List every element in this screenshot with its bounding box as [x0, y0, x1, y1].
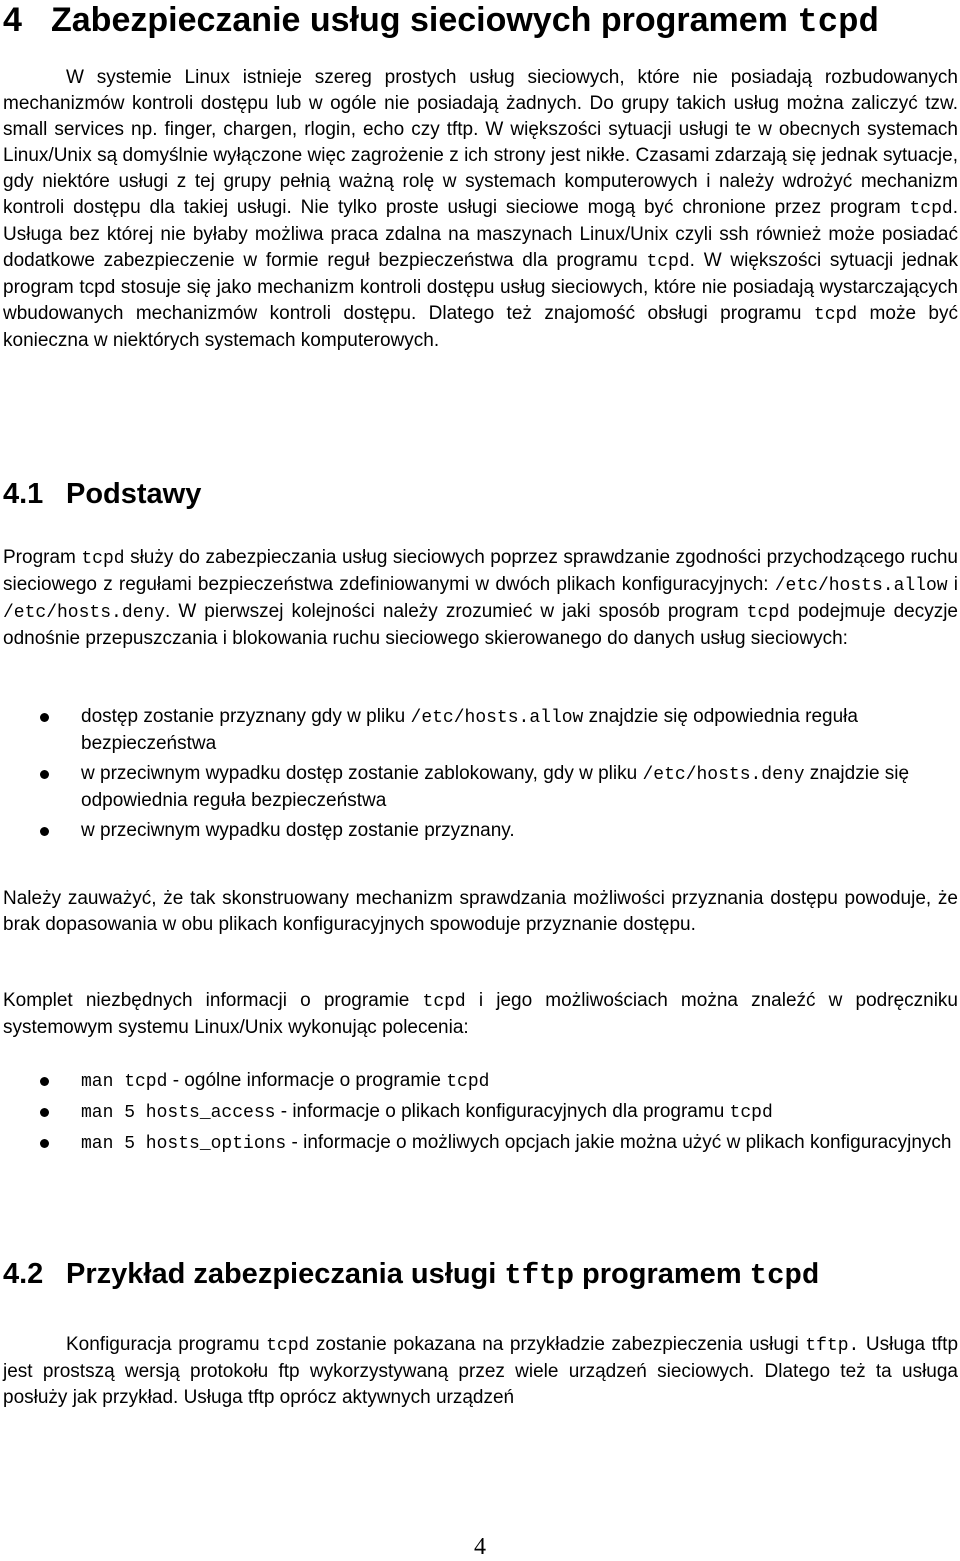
code-run: man 5 hosts_options — [81, 1134, 287, 1154]
code-run: tcpd — [266, 1336, 310, 1356]
code-run: tftp. — [805, 1336, 860, 1356]
section-4-2-paragraph — [3, 1332, 958, 1411]
text-run: Usługa tftp jest prostszą wersją protokołu ftp wykorzystywaną przez wiele urządzeń sieciowych. Dlatego też ta usługa posłuży jak przykład. Usługa tftp oprócz aktywnych urządzeń — [3, 1334, 959, 1408]
code-run: /etc/hosts.allow — [774, 576, 948, 596]
text-run: w przeciwnym wypadku dostęp zostanie przyznany. — [81, 820, 515, 841]
section-4-1-paragraph-2: Należy zauważyć, że tak skonstruowany mechanizm sprawdzania możliwości przyznania dostępu powoduje, że brak dopasowania w obu plikach konfiguracyjnych spowoduje przyznanie dostępu. — [3, 888, 958, 935]
section-4-1-title: Podstawy — [66, 478, 202, 510]
section-4-2-heading — [3, 1256, 819, 1294]
code-run: tcpd — [746, 603, 790, 623]
list-item — [3, 818, 958, 844]
text-run: - ogólne informacje o programie — [167, 1070, 447, 1091]
section-4-title-code: tcpd — [797, 4, 879, 42]
list-item — [3, 1130, 958, 1157]
section-4-title: Zabezpieczanie usług sieciowych programem — [51, 1, 798, 39]
code-run: /etc/hosts.deny — [3, 603, 166, 623]
text-run: dostęp zostanie przyznany gdy w pliku — [81, 706, 411, 727]
section-4-2-title: Przykład zabezpieczania usługi — [66, 1258, 505, 1290]
text-run: . W pierwszej kolejności należy zrozumieć w jaki sposób program — [165, 601, 747, 622]
section-4-number: 4 — [3, 1, 22, 39]
code-run: tcpd — [422, 992, 466, 1012]
section-4-2-number: 4.2 — [3, 1258, 44, 1290]
text-run: zostanie pokazana na przykładzie zabezpieczenia usługi — [309, 1334, 806, 1355]
text-run: i — [947, 574, 958, 595]
code-run: tcpd — [909, 199, 953, 219]
code-run: tcpd — [813, 305, 858, 325]
text-run: w przeciwnym wypadku dostęp zostanie zablokowany, gdy w pliku — [81, 763, 643, 784]
section-4-1-paragraph-1 — [3, 545, 958, 652]
code-run: tcpd — [646, 252, 690, 272]
code-run: man tcpd — [81, 1072, 168, 1092]
section-4-1-number: 4.1 — [3, 478, 44, 510]
text-run: . Usługa bez której nie byłaby możliwa praca zdalna na maszynach Linux/Unix czyli ssh również może posiadać dodatkowe zabezpieczenie w formie reguł bezpieczeństwa dla programu — [3, 197, 958, 271]
text-run: i jego możliwościach można znaleźć w podręczniku systemowym systemu Linux/Unix wykonując polecenia: — [3, 990, 958, 1038]
text-run: - informacje o plikach konfiguracyjnych dla programu — [275, 1101, 730, 1122]
section-4-2-title-code-2: tcpd — [749, 1259, 820, 1292]
list-item — [3, 1068, 958, 1095]
man-pages-list — [3, 1068, 958, 1161]
text-run: znajdzie się odpowiednia reguła bezpieczeństwa — [81, 706, 858, 754]
section-4-paragraph — [3, 65, 958, 354]
code-run: man 5 hosts_access — [81, 1103, 276, 1123]
code-run: tcpd — [81, 549, 125, 569]
text-run: Komplet niezbędnych informacji o programie — [3, 990, 423, 1011]
section-4-2-title-rest: programem — [574, 1258, 750, 1290]
list-item — [3, 1099, 958, 1126]
list-item — [3, 761, 958, 814]
text-run: - informacje o możliwych opcjach jakie można użyć w plikach konfiguracyjnych — [286, 1132, 952, 1153]
text-run: może być konieczna w niektórych systemach komputerowych. — [3, 303, 959, 351]
text-run: służy do zabezpieczania usług sieciowych poprzez sprawdzanie zgodności przychodzącego ruchu sieciowego z regułami bezpieczeństwa zdefiniowanymi w dwóch plikach konfiguracyjnych: — [3, 547, 958, 595]
code-run: tcpd — [446, 1072, 490, 1092]
code-run: tcpd — [729, 1103, 773, 1123]
text-run: Program — [3, 547, 82, 568]
text-run: W systemie Linux istnieje szereg prostych usług sieciowych, które nie posiadają rozbudowanych mechanizmów kontroli dostępu lub w ogóle nie posiadają żadnych. Do grupy takich usług można zaliczyć tzw. small services np. finger, chargen, rlogin, echo czy tftp. W większości sytuacji usługi te w obecnych systemach Linux/Unix są domyślnie wyłączone więc zagrożenie z ich strony jest nikłe. Czasami zdarzają się jednak sytuacje, gdy niektóre usługi z tej grupy pełnią ważną rolę w systemach komputerowych i należy wdrożyć mechanizm kontroli dostępu dla takiej usługi. Nie tylko proste usługi sieciowe mogą być chronione przez program — [3, 67, 958, 218]
text-run: znajdzie się odpowiednia reguła bezpieczeństwa — [81, 763, 910, 811]
list-item — [3, 704, 958, 757]
section-4-2-title-code: tftp — [504, 1259, 574, 1292]
section-4-1-heading — [3, 476, 201, 512]
code-run: /etc/hosts.deny — [642, 765, 805, 785]
page-number: 4 — [474, 1534, 486, 1560]
text-run: . W większości sytuacji jednak program tcpd stosuje się jako mechanizm kontroli dostępu usług sieciowych, które nie posiadają wystarczających wbudowanych mechanizmów kontroli dostępu. Dlatego też znajomość obsługi programu — [3, 250, 958, 324]
text-run: Konfiguracja programu — [66, 1334, 267, 1355]
section-4-heading — [3, 0, 879, 43]
section-4-1-paragraph-3 — [3, 988, 958, 1041]
access-rules-list — [3, 704, 958, 848]
text-run: podejmuje decyzje odnośnie przepuszczania i blokowania ruchu sieciowego skierowanego do danych usług sieciowych: — [3, 601, 958, 649]
code-run: /etc/hosts.allow — [410, 708, 584, 728]
